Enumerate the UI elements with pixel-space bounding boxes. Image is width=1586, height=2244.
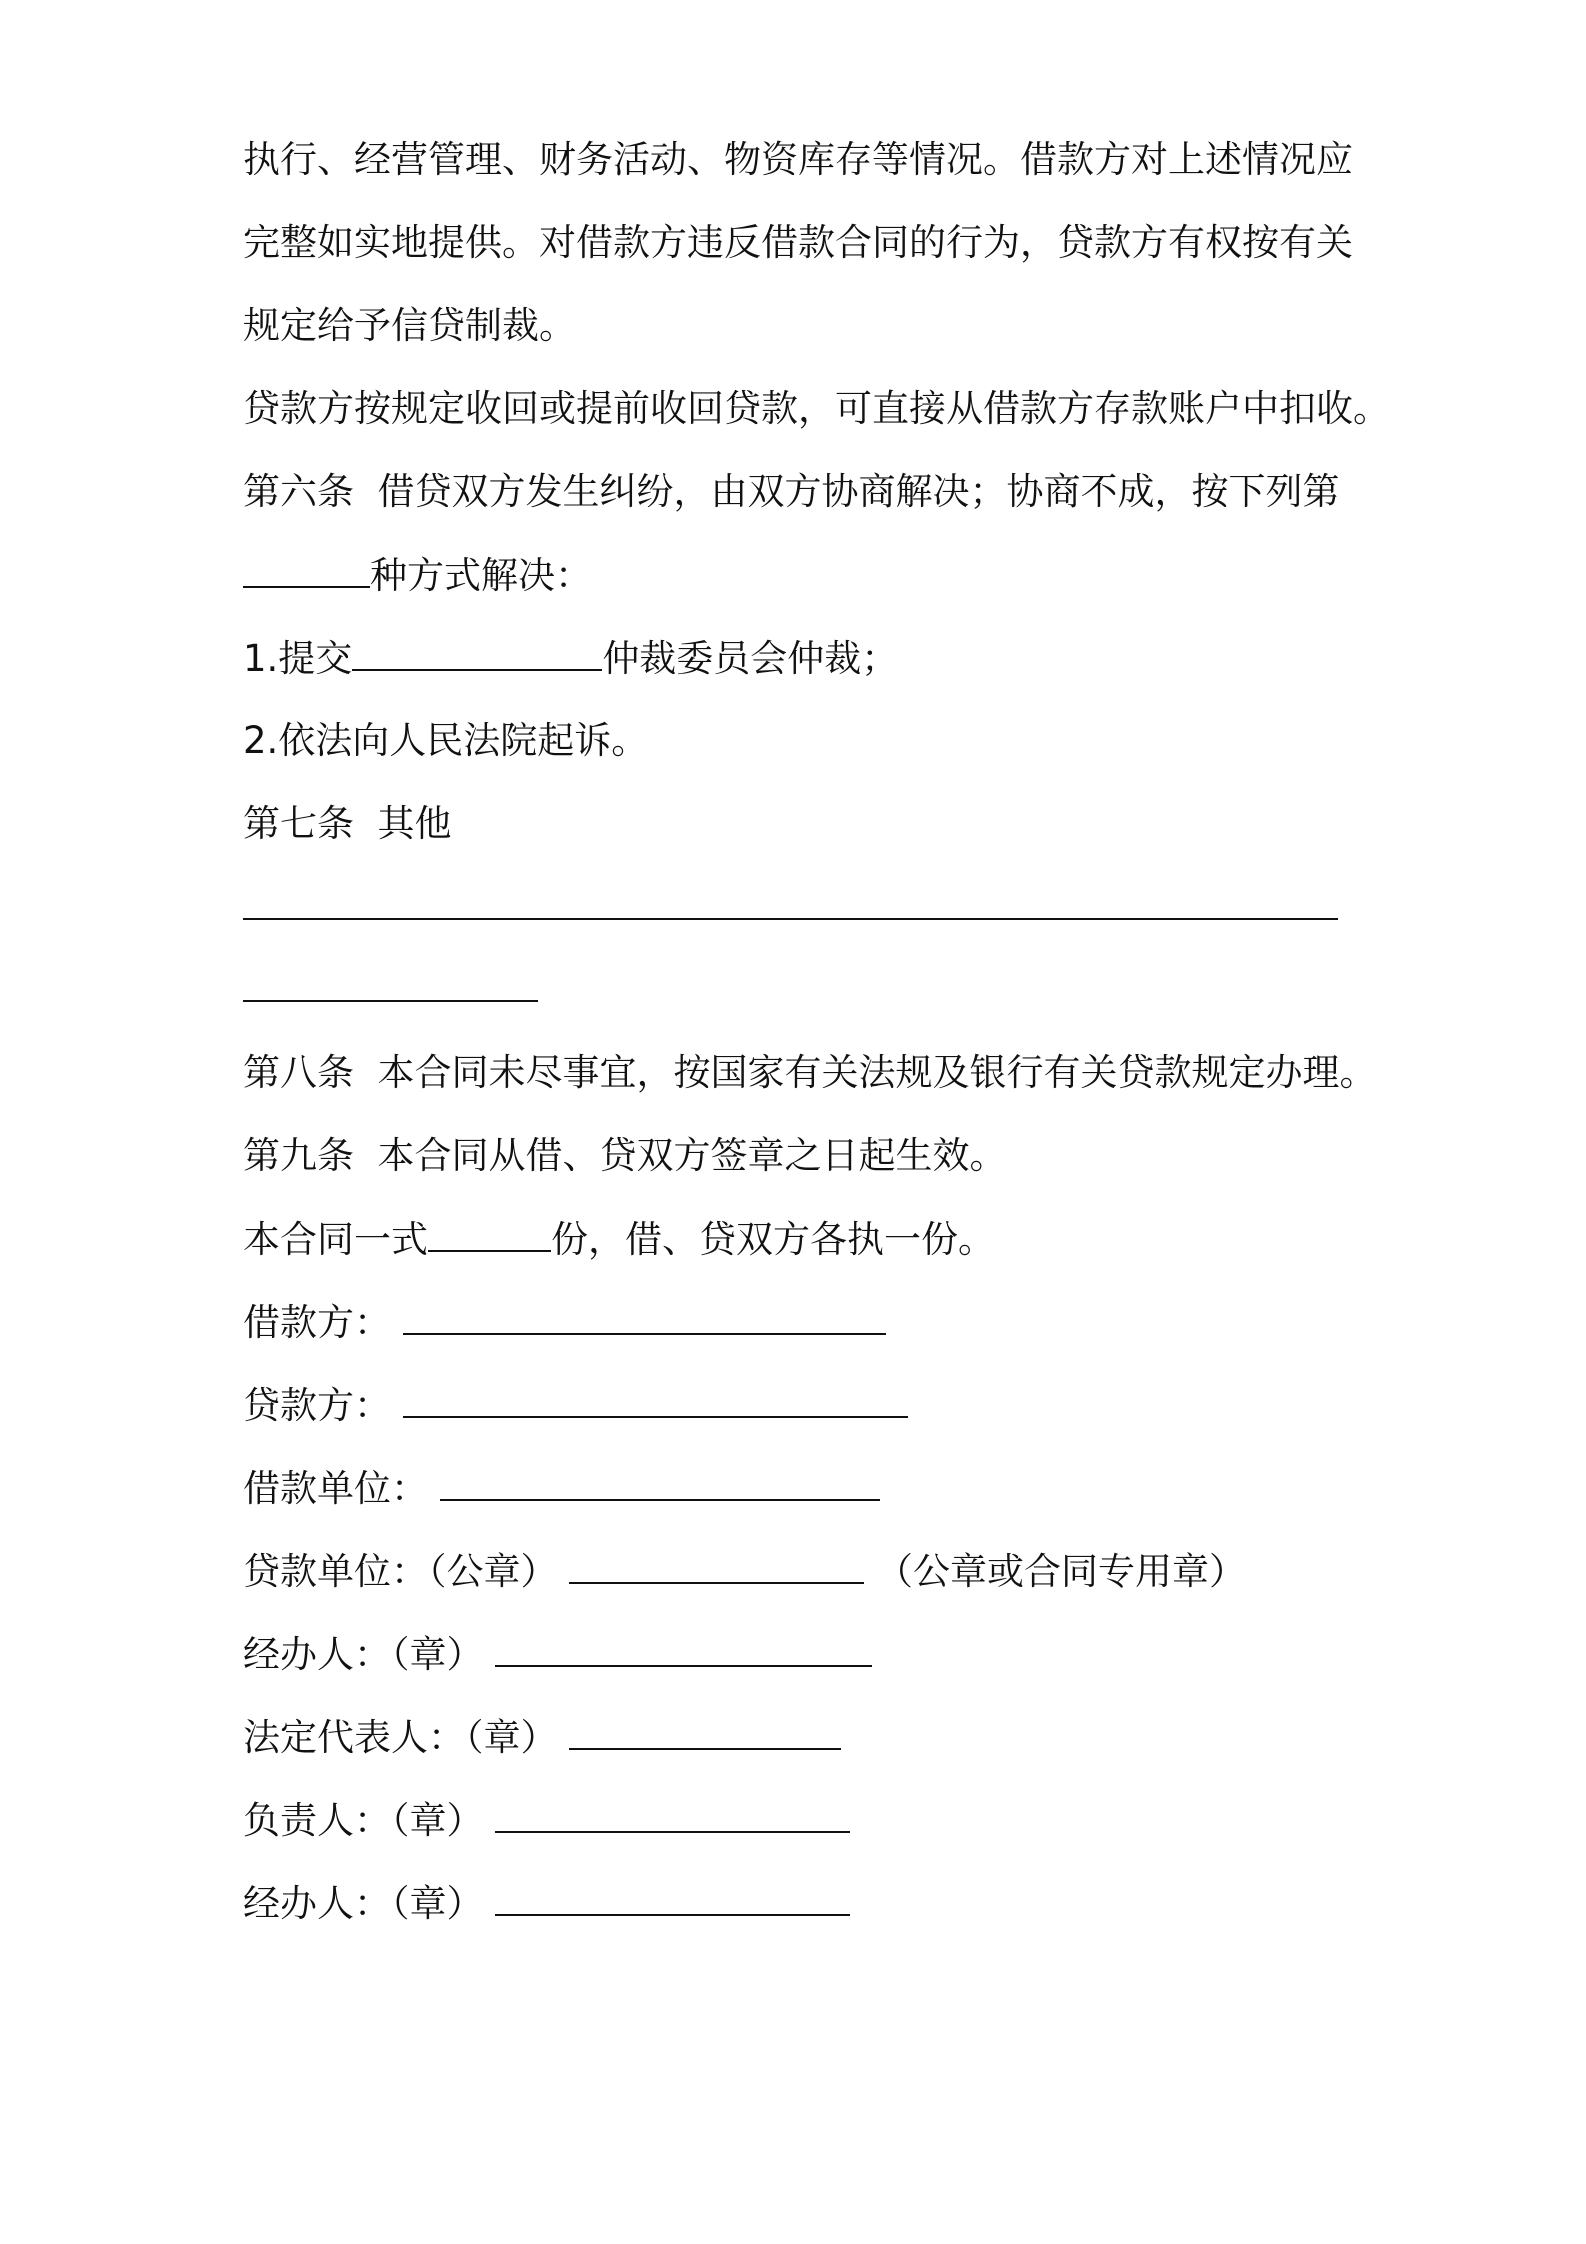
legal-rep-blank[interactable] — [569, 1714, 841, 1750]
signature-label: 经办人：（章） — [243, 1633, 484, 1676]
signature-person-in-charge — [243, 1797, 850, 1844]
signature-borrowing-unit — [243, 1465, 880, 1512]
text-line-1: 执行、经营管理、财务活动、物资库存等情况。借款方对上述情况应 — [243, 138, 1353, 181]
signature-label: 法定代表人：（章） — [243, 1716, 558, 1759]
signature-legal-rep — [243, 1714, 841, 1761]
article-6: 第六条 借贷双方发生纠纷，由双方协商解决；协商不成，按下列第 — [243, 470, 1340, 513]
person-in-charge-blank[interactable] — [495, 1797, 850, 1833]
dispute-method-line — [243, 552, 592, 599]
article-7: 第七条 其他 — [243, 802, 452, 845]
option-2-line: 2.依法向人民法院起诉。 — [243, 719, 649, 762]
dispute-method-suffix: 种方式解决： — [370, 554, 592, 597]
handler-1-blank[interactable] — [495, 1631, 872, 1667]
copies-suffix: 份，借、贷双方各执一份。 — [551, 1218, 995, 1261]
copies-prefix: 本合同一式 — [243, 1218, 428, 1261]
signature-label: 经办人：（章） — [243, 1882, 484, 1925]
lending-unit-blank[interactable] — [569, 1548, 864, 1584]
seal-note: （公章或合同专用章） — [876, 1550, 1247, 1593]
signature-label: 借款单位： — [243, 1467, 428, 1510]
signature-label: 负责人：（章） — [243, 1799, 484, 1842]
method-number-blank[interactable] — [243, 552, 370, 588]
borrowing-unit-blank[interactable] — [440, 1465, 880, 1501]
handler-2-blank[interactable] — [495, 1880, 850, 1916]
signature-handler-1 — [243, 1631, 872, 1678]
arbitration-committee-blank[interactable] — [352, 635, 602, 671]
text-line-2: 完整如实地提供。对借款方违反借款合同的行为，贷款方有权按有关 — [243, 221, 1353, 264]
article-8: 第八条 本合同未尽事宜，按国家有关法规及银行有关贷款规定办理。 — [243, 1051, 1377, 1094]
lender-blank[interactable] — [403, 1382, 908, 1418]
other-terms-blank-1[interactable] — [243, 918, 1338, 920]
option-1-line — [243, 635, 898, 682]
other-terms-blank-2[interactable] — [243, 1000, 538, 1002]
option-1-suffix: 仲裁委员会仲裁； — [602, 637, 899, 680]
text-line-4: 贷款方按规定收回或提前收回贷款，可直接从借款方存款账户中扣收。 — [243, 387, 1390, 430]
article-9: 第九条 本合同从借、贷双方签章之日起生效。 — [243, 1134, 1007, 1177]
signature-label: 贷款方： — [243, 1384, 391, 1427]
signature-handler-2 — [243, 1880, 850, 1927]
copies-count-blank[interactable] — [428, 1216, 551, 1252]
signature-label: 借款方： — [243, 1301, 391, 1344]
signature-lender — [243, 1382, 908, 1429]
signature-lending-unit — [243, 1548, 1246, 1595]
borrower-blank[interactable] — [403, 1299, 886, 1335]
signature-label: 贷款单位：（公章） — [243, 1550, 558, 1593]
signature-borrower — [243, 1299, 886, 1346]
option-1-prefix: 1.提交 — [243, 637, 353, 680]
copies-line — [243, 1216, 995, 1263]
text-line-3: 规定给予信贷制裁。 — [243, 304, 576, 347]
